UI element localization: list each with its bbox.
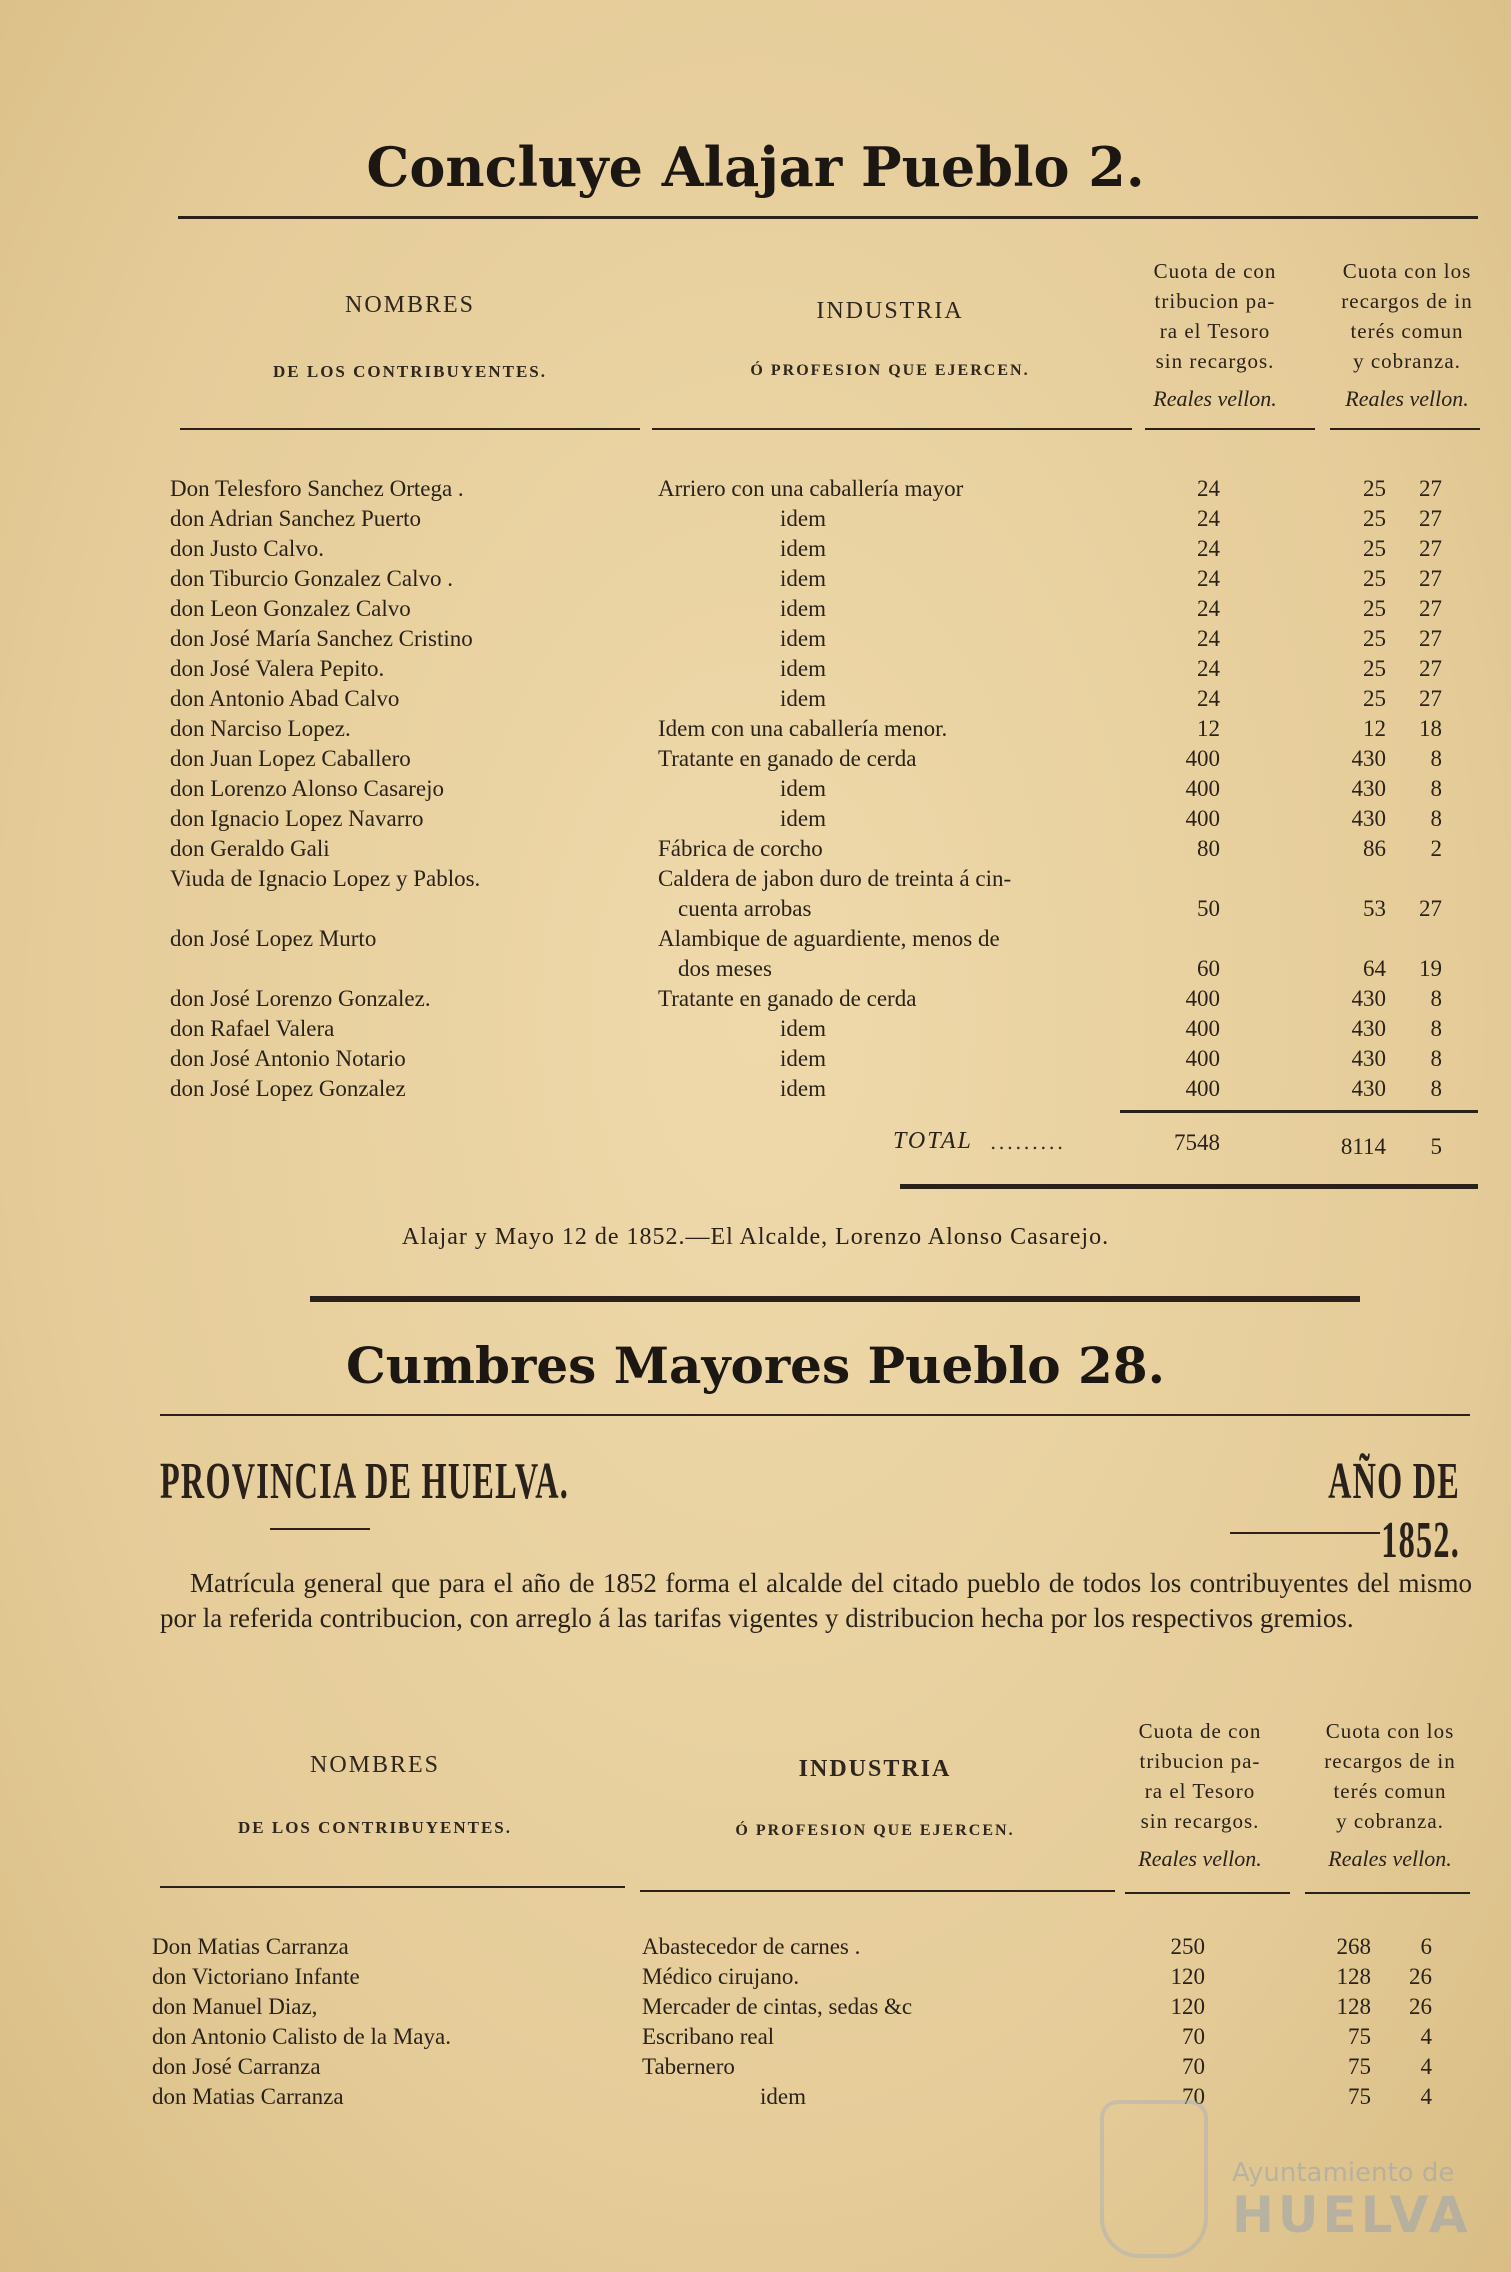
quota-treasury-cell: 400 bbox=[1185, 1076, 1220, 1101]
industry-cell: Tratante en ganado de cerda bbox=[658, 746, 917, 771]
cuota2-line: y cobranza. bbox=[1353, 349, 1461, 373]
quota-total-reales-cell: 430 bbox=[1351, 806, 1386, 831]
quota-total-reales-cell: 25 bbox=[1363, 476, 1386, 501]
quota-treasury-cell: 120 bbox=[1170, 1994, 1205, 2019]
name-cell: don Ignacio Lopez Navarro bbox=[170, 806, 424, 831]
quota-total-reales-cell: 430 bbox=[1351, 1076, 1386, 1101]
name-cell: don José Carranza bbox=[152, 2054, 321, 2079]
total-double-rule bbox=[900, 1184, 1478, 1189]
name-cell: don Adrian Sanchez Puerto bbox=[170, 506, 422, 531]
quota-treasury-cell: 24 bbox=[1197, 596, 1220, 621]
cuota1-line: ra el Tesoro bbox=[1159, 319, 1271, 343]
quota-treasury-cell: 120 bbox=[1170, 1964, 1205, 1989]
header-rule bbox=[180, 428, 640, 430]
cuota1-units: Reales vellon. bbox=[1138, 1846, 1262, 1871]
ano-heading: AÑO DE 1852. bbox=[1328, 1453, 1460, 1569]
cuota2-line: y cobranza. bbox=[1336, 1809, 1444, 1833]
name-cell: don José Lorenzo Gonzalez. bbox=[170, 986, 431, 1011]
quota-total-fraction-cell: 8 bbox=[1430, 1016, 1442, 1041]
industry-cell: Tratante en ganado de cerda bbox=[658, 986, 917, 1011]
quota-total-fraction-cell: 8 bbox=[1430, 746, 1442, 771]
title-rule bbox=[178, 216, 1478, 219]
industry-cell: Médico cirujano. bbox=[642, 1964, 800, 1989]
industry-cell: dos meses bbox=[678, 956, 772, 981]
quota-total-reales-cell: 75 bbox=[1348, 2054, 1371, 2079]
quota-total-reales-cell: 25 bbox=[1363, 536, 1386, 561]
quota-total-fraction-cell: 27 bbox=[1419, 686, 1442, 711]
industry-cell: cuenta arrobas bbox=[678, 896, 812, 921]
quota-total-fraction-cell: 27 bbox=[1419, 626, 1442, 651]
total-rule bbox=[1120, 1110, 1478, 1113]
name-cell: Don Matias Carranza bbox=[152, 1934, 349, 1959]
industry-cell: idem bbox=[780, 776, 826, 801]
quota-treasury-cell: 24 bbox=[1197, 536, 1220, 561]
name-cell: don Matias Carranza bbox=[152, 2084, 344, 2109]
quota-total-reales-cell: 128 bbox=[1336, 1994, 1371, 2019]
name-cell: Viuda de Ignacio Lopez y Pablos. bbox=[170, 866, 481, 891]
total-leader: ......... bbox=[990, 1130, 1066, 1154]
name-cell: don Antonio Abad Calvo bbox=[170, 686, 400, 711]
total-c1: 7548 bbox=[1174, 1130, 1220, 1155]
industry-cell: idem bbox=[780, 1076, 826, 1101]
industry-cell: idem bbox=[760, 2084, 806, 2109]
industria-subheader: Ó PROFESION QUE EJERCEN. bbox=[750, 362, 1030, 379]
industry-cell: Escribano real bbox=[642, 2024, 775, 2049]
name-cell: don José Valera Pepito. bbox=[170, 656, 385, 681]
quota-total-fraction-cell: 4 bbox=[1420, 2084, 1432, 2109]
name-cell: Don Telesforo Sanchez Ortega . bbox=[170, 476, 464, 501]
name-cell: don Geraldo Gali bbox=[170, 836, 330, 861]
quota-treasury-cell: 400 bbox=[1185, 986, 1220, 1011]
quota-treasury-cell: 24 bbox=[1197, 506, 1220, 531]
quota-treasury-cell: 400 bbox=[1185, 1016, 1220, 1041]
signature-line: Alajar y Mayo 12 de 1852.—El Alcalde, Lorenzo Alonso Casarejo. bbox=[401, 1224, 1110, 1250]
quota-total-reales-cell: 25 bbox=[1363, 596, 1386, 621]
section2-title: Cumbres Mayores Pueblo 28. bbox=[345, 1336, 1166, 1395]
quota-total-fraction-cell: 27 bbox=[1419, 566, 1442, 591]
quota-treasury-cell: 12 bbox=[1197, 716, 1220, 741]
industry-cell: idem bbox=[780, 626, 826, 651]
total-label: TOTAL bbox=[893, 1128, 973, 1154]
cuota1-header bbox=[1135, 256, 1295, 412]
cuota2-line: terés comun bbox=[1333, 1779, 1447, 1803]
quota-total-fraction-cell: 8 bbox=[1430, 1076, 1442, 1101]
quota-total-reales-cell: 430 bbox=[1351, 986, 1386, 1011]
quota-treasury-cell: 400 bbox=[1185, 776, 1220, 801]
section-divider bbox=[310, 1296, 1360, 1302]
quota-treasury-cell: 80 bbox=[1197, 836, 1220, 861]
quota-total-fraction-cell: 26 bbox=[1409, 1964, 1432, 1989]
name-cell: don Narciso Lopez. bbox=[170, 716, 351, 741]
provincia-heading: PROVINCIA DE HUELVA. bbox=[160, 1453, 570, 1510]
name-cell: don José Lopez Gonzalez bbox=[170, 1076, 406, 1101]
header-rule bbox=[1305, 1892, 1470, 1894]
nombres-subheader: DE LOS CONTRIBUYENTES. bbox=[272, 362, 548, 381]
quota-treasury-cell: 250 bbox=[1170, 1934, 1205, 1959]
name-cell: don Tiburcio Gonzalez Calvo . bbox=[170, 566, 453, 591]
quota-total-fraction-cell: 27 bbox=[1419, 896, 1442, 921]
industry-cell: idem bbox=[780, 1046, 826, 1071]
cuota1-line: Cuota de con bbox=[1138, 1719, 1262, 1743]
quota-total-reales-cell: 430 bbox=[1351, 746, 1386, 771]
cuota2-line: Cuota con los bbox=[1325, 1719, 1455, 1743]
quota-treasury-cell: 70 bbox=[1182, 2024, 1205, 2049]
industry-cell: idem bbox=[780, 1016, 826, 1041]
cuota2-units: Reales vellon. bbox=[1345, 386, 1469, 411]
name-cell: don José Lopez Murto bbox=[170, 926, 377, 951]
header-rule bbox=[1145, 428, 1315, 430]
quota-treasury-cell: 400 bbox=[1185, 746, 1220, 771]
quota-total-reales-cell: 268 bbox=[1336, 1934, 1371, 1959]
industria-header: INDUSTRIA bbox=[798, 1756, 952, 1782]
quota-total-fraction-cell: 6 bbox=[1420, 1934, 1432, 1959]
quota-treasury-cell: 400 bbox=[1185, 1046, 1220, 1071]
cuota2-header bbox=[1305, 1716, 1475, 1872]
quota-total-fraction-cell: 8 bbox=[1430, 806, 1442, 831]
industry-cell: Mercader de cintas, sedas &c bbox=[642, 1994, 913, 2019]
quota-treasury-cell: 24 bbox=[1197, 566, 1220, 591]
quota-total-fraction-cell: 2 bbox=[1430, 836, 1442, 861]
quota-total-reales-cell: 430 bbox=[1351, 1016, 1386, 1041]
quota-total-fraction-cell: 8 bbox=[1430, 986, 1442, 1011]
cuota1-line: Cuota de con bbox=[1153, 259, 1277, 283]
cuota1-line: tribucion pa- bbox=[1154, 289, 1276, 313]
cuota2-line: recargos de in bbox=[1341, 289, 1473, 313]
watermark-text: Ayuntamiento de bbox=[1232, 2158, 1455, 2188]
quota-total-fraction-cell: 19 bbox=[1419, 956, 1442, 981]
cuota2-units: Reales vellon. bbox=[1328, 1846, 1452, 1871]
cuota2-line: Cuota con los bbox=[1342, 259, 1472, 283]
cuota1-line: tribucion pa- bbox=[1139, 1749, 1261, 1773]
cuota2-line: terés comun bbox=[1350, 319, 1464, 343]
industry-cell: Caldera de jabon duro de treinta á cin- bbox=[658, 866, 1012, 891]
header-rule bbox=[652, 428, 1132, 430]
industry-cell: Fábrica de corcho bbox=[658, 836, 823, 861]
ornament-rule bbox=[270, 1528, 370, 1530]
quota-total-reales-cell: 86 bbox=[1363, 836, 1386, 861]
name-cell: don Justo Calvo. bbox=[170, 536, 324, 561]
quota-total-reales-cell: 64 bbox=[1363, 956, 1386, 981]
quota-total-fraction-cell: 26 bbox=[1409, 1994, 1432, 2019]
quota-treasury-cell: 50 bbox=[1197, 896, 1220, 921]
quota-treasury-cell: 70 bbox=[1182, 2054, 1205, 2079]
cuota1-header bbox=[1120, 1716, 1280, 1872]
watermark-logo: HUELVA bbox=[1232, 2186, 1472, 2244]
total-c2b: 5 bbox=[1430, 1134, 1442, 1159]
name-cell: don Rafael Valera bbox=[170, 1016, 335, 1041]
quota-total-reales-cell: 128 bbox=[1336, 1964, 1371, 1989]
industry-cell: idem bbox=[780, 536, 826, 561]
industria-subheader: Ó PROFESION QUE EJERCEN. bbox=[735, 1822, 1015, 1839]
industry-cell: Alambique de aguardiente, menos de bbox=[658, 926, 1000, 951]
quota-total-reales-cell: 25 bbox=[1363, 686, 1386, 711]
nombres-header: NOMBRES bbox=[309, 1752, 441, 1778]
quota-treasury-cell: 400 bbox=[1185, 806, 1220, 831]
quota-total-fraction-cell: 8 bbox=[1430, 776, 1442, 801]
name-cell: don José María Sanchez Cristino bbox=[170, 626, 473, 651]
header-rule bbox=[160, 1886, 625, 1888]
quota-total-reales-cell: 75 bbox=[1348, 2084, 1371, 2109]
name-cell: don Manuel Diaz, bbox=[152, 1994, 318, 2019]
quota-total-fraction-cell: 27 bbox=[1419, 506, 1442, 531]
quota-treasury-cell: 24 bbox=[1197, 656, 1220, 681]
shield-icon bbox=[1100, 2100, 1208, 2258]
industry-cell: Idem con una caballería menor. bbox=[658, 716, 948, 741]
industry-cell: idem bbox=[780, 596, 826, 621]
industry-cell: idem bbox=[780, 656, 826, 681]
header-rule bbox=[1330, 428, 1480, 430]
quota-total-reales-cell: 12 bbox=[1363, 716, 1386, 741]
quota-total-fraction-cell: 27 bbox=[1419, 476, 1442, 501]
quota-total-reales-cell: 430 bbox=[1351, 776, 1386, 801]
cuota1-line: sin recargos. bbox=[1140, 1809, 1260, 1833]
name-cell: don Lorenzo Alonso Casarejo bbox=[170, 776, 445, 801]
quota-total-reales-cell: 53 bbox=[1363, 896, 1386, 921]
name-cell: don Juan Lopez Caballero bbox=[170, 746, 411, 771]
industry-cell: Arriero con una caballería mayor bbox=[658, 476, 964, 501]
industry-cell: idem bbox=[780, 686, 826, 711]
quota-treasury-cell: 24 bbox=[1197, 476, 1220, 501]
quota-total-reales-cell: 25 bbox=[1363, 626, 1386, 651]
industry-cell: idem bbox=[780, 566, 826, 591]
cuota2-header bbox=[1322, 256, 1492, 412]
nombres-subheader: DE LOS CONTRIBUYENTES. bbox=[237, 1818, 513, 1837]
quota-treasury-cell: 24 bbox=[1197, 686, 1220, 711]
quota-total-reales-cell: 25 bbox=[1363, 506, 1386, 531]
name-cell: don José Antonio Notario bbox=[170, 1046, 406, 1071]
quota-total-reales-cell: 25 bbox=[1363, 656, 1386, 681]
header-rule bbox=[640, 1890, 1115, 1892]
quota-total-fraction-cell: 27 bbox=[1419, 656, 1442, 681]
quota-treasury-cell: 70 bbox=[1182, 2084, 1205, 2109]
industry-cell: idem bbox=[780, 806, 826, 831]
cuota1-line: ra el Tesoro bbox=[1144, 1779, 1256, 1803]
name-cell: don Antonio Calisto de la Maya. bbox=[152, 2024, 451, 2049]
quota-total-fraction-cell: 8 bbox=[1430, 1046, 1442, 1071]
total-c2a: 8114 bbox=[1340, 1134, 1386, 1159]
quota-total-fraction-cell: 18 bbox=[1419, 716, 1442, 741]
name-cell: don Leon Gonzalez Calvo bbox=[170, 596, 411, 621]
nombres-header: NOMBRES bbox=[344, 292, 476, 318]
section1-title: Concluye Alajar Pueblo 2. bbox=[366, 135, 1145, 199]
industry-cell: Abastecedor de carnes . bbox=[642, 1934, 861, 1959]
quota-total-fraction-cell: 27 bbox=[1419, 596, 1442, 621]
quota-treasury-cell: 24 bbox=[1197, 626, 1220, 651]
cuota2-line: recargos de in bbox=[1324, 1749, 1456, 1773]
quota-treasury-cell: 60 bbox=[1197, 956, 1220, 981]
industry-cell: Tabernero bbox=[642, 2054, 735, 2079]
cuota1-units: Reales vellon. bbox=[1153, 386, 1277, 411]
quota-total-fraction-cell: 27 bbox=[1419, 536, 1442, 561]
quota-total-reales-cell: 75 bbox=[1348, 2024, 1371, 2049]
name-cell: don Victoriano Infante bbox=[152, 1964, 360, 1989]
quota-total-fraction-cell: 4 bbox=[1420, 2054, 1432, 2079]
quota-total-reales-cell: 25 bbox=[1363, 566, 1386, 591]
quota-total-reales-cell: 430 bbox=[1351, 1046, 1386, 1071]
intro-paragraph: Matrícula general que para el año de 1852 forma el alcalde del citado pueblo de todos los contribuyentes del mismo por la referida contribucion, con arreglo á las tarifas vigentes y distribucion hecha por los respectivos gremios. bbox=[160, 1568, 1472, 1633]
ornament-rule bbox=[1230, 1532, 1380, 1534]
quota-total-fraction-cell: 4 bbox=[1420, 2024, 1432, 2049]
title-rule bbox=[160, 1414, 1470, 1416]
cuota1-line: sin recargos. bbox=[1155, 349, 1275, 373]
industria-header: INDUSTRIA bbox=[816, 298, 964, 324]
header-rule bbox=[1125, 1892, 1290, 1894]
ano-wrap bbox=[1130, 1452, 1460, 1570]
industry-cell: idem bbox=[780, 506, 826, 531]
